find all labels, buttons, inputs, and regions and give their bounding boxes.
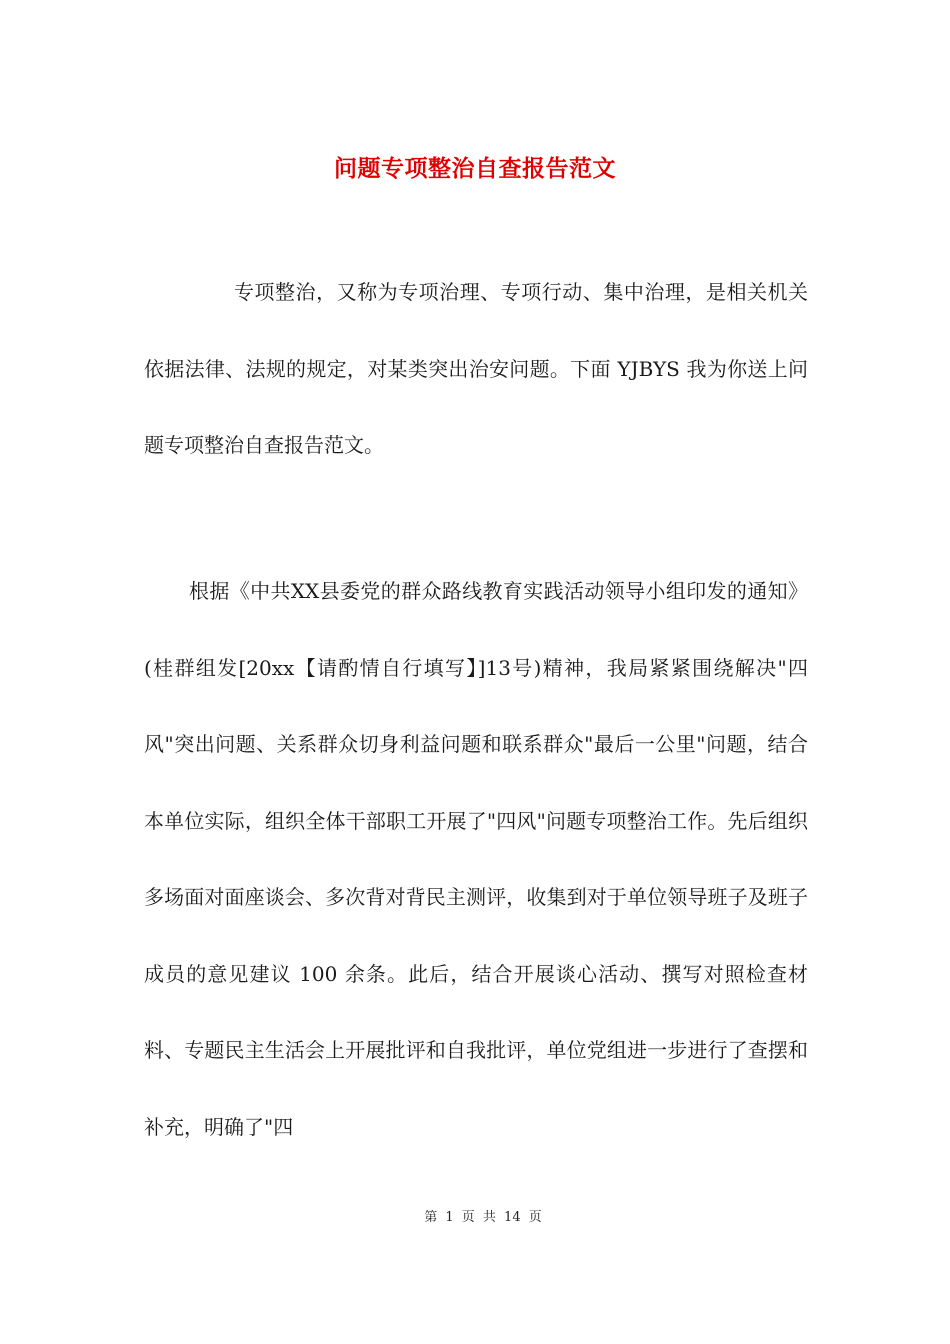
body-paragraph: 根据《中共XX县委党的群众路线教育实践活动领导小组印发的通知》(桂群组发[20xx【请酌情自行填写】]13号)精神，我局紧紧围绕解决"四风"突出问题、关系群众切身利益问题和联系群众"最后一公里"问题，结合本单位实际，组织全体干部职工开展了"四风"问题专项整治工作。先后组织多场面对面座谈会、多次背对背民主测评，收集到对于单位领导班子及班子成员的意见建议 100 余条。此后，结合开展谈心活动、撰写对照检查材料、专题民主生活会上开展批评和自我批评，单位党组进一步进行了查摆和补充，明确了"四 [144, 579, 808, 1139]
document-title: 问题专项整治自查报告范文 [334, 155, 616, 183]
intro-paragraph: 专项整治，又称为专项治理、专项行动、集中治理，是相关机关依据法律、法规的规定，对某类突出治安问题。下面 YJBYS 我为你送上问题专项整治自查报告范文。 [144, 280, 808, 457]
page-footer: 第 1 页 共 14 页 [424, 1210, 542, 1225]
